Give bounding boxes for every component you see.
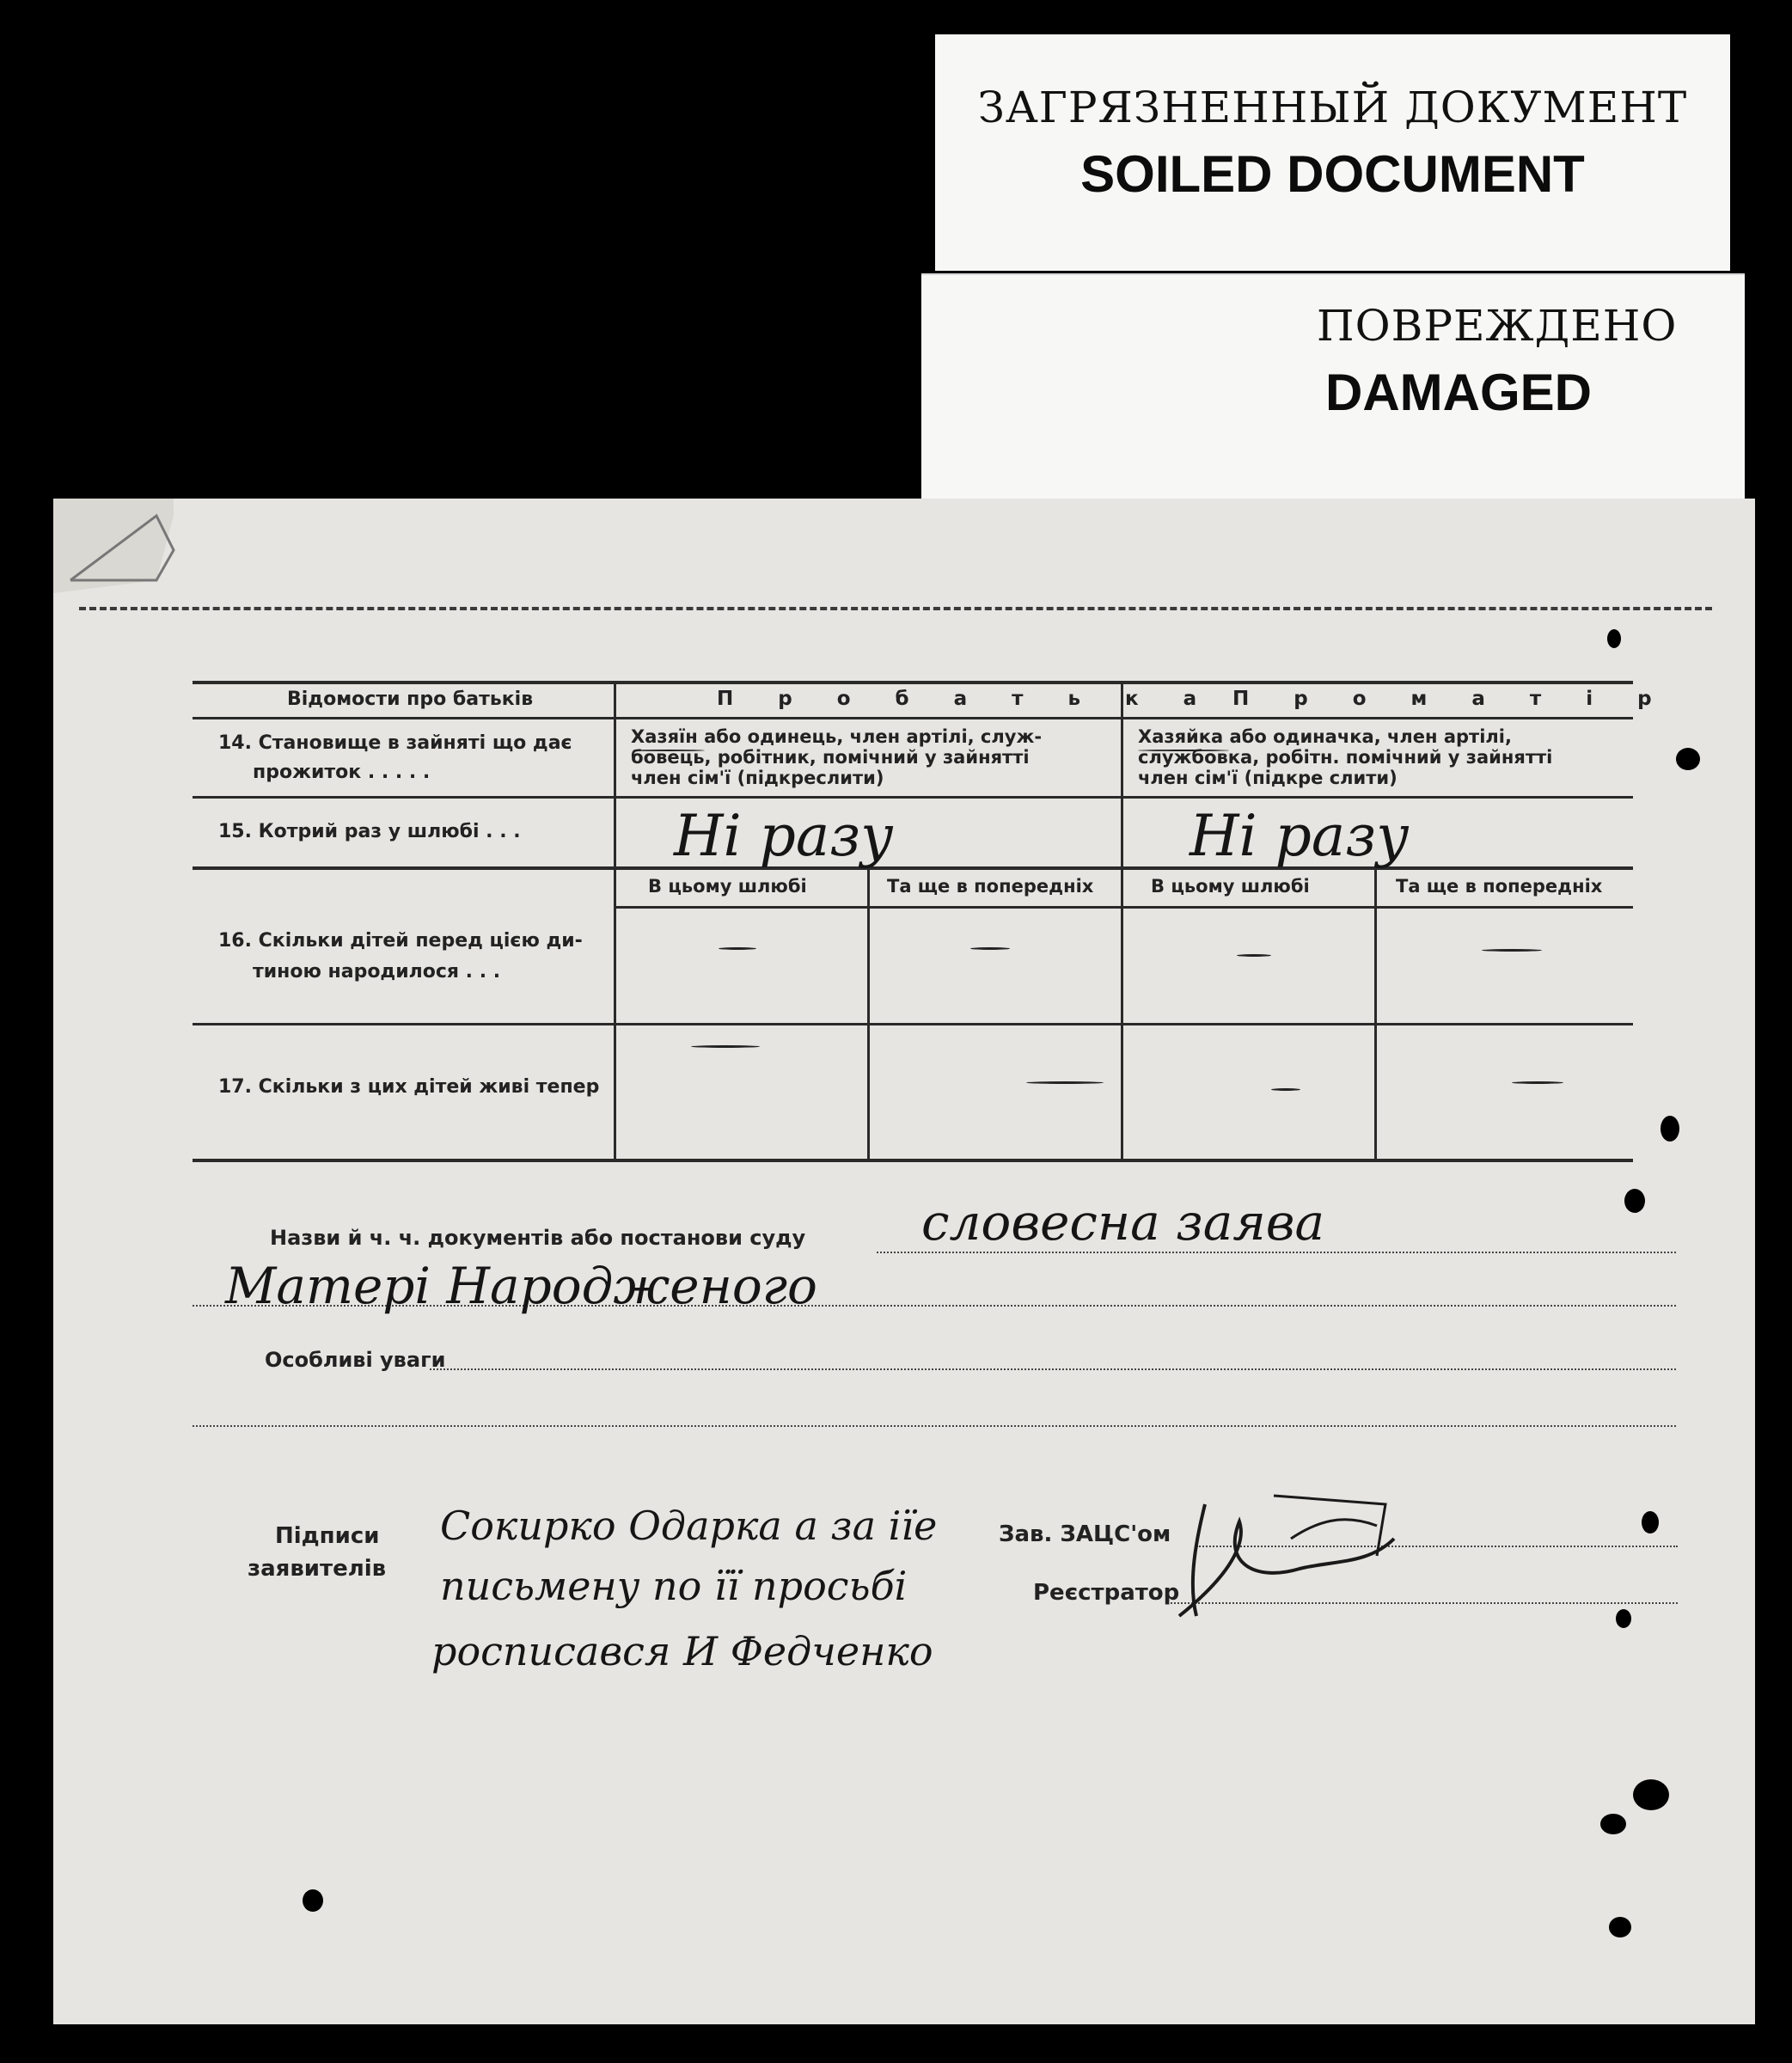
parents-info-table: [193, 681, 1671, 1159]
damaged-document-label: [921, 273, 1745, 516]
damage-hole: [1616, 1609, 1631, 1628]
row14-label-line1: 14. Становище в зайняті що дає: [218, 732, 572, 754]
damage-hole: [1642, 1511, 1659, 1533]
underline-owner-mother: [1138, 750, 1229, 751]
row14-father-line2: бовець, робітник, помічний у зайнятті: [631, 747, 1030, 768]
father-this-marriage-header: В цьому шлюбі: [648, 876, 807, 897]
official-signatures: [1171, 1487, 1428, 1633]
signatures-handwritten-3: росписався И Федченко: [431, 1628, 933, 1674]
row14-father-line1: Хазяїн або одинець, член артілі, служ-: [631, 726, 1043, 747]
remarks-line-1: [430, 1368, 1676, 1370]
damage-hole: [1624, 1189, 1645, 1213]
row14-mother-line3: член сім'ї (підкре слити): [1138, 768, 1398, 788]
signatures-handwritten-1: Сокирко Одарка а за іїе: [440, 1503, 938, 1549]
row14-label-line2: прожиток . . . . .: [253, 762, 431, 783]
soiled-label-ru: ЗАГРЯЗНЕННЫЙ ДОКУМЕНТ: [977, 83, 1688, 132]
signatures-handwritten-2: письмену по її просьбі: [440, 1563, 908, 1609]
row17-label: 17. Скільки з цих дітей живі тепер: [218, 1076, 600, 1098]
documents-handwritten-2: Матері Народженого: [225, 1257, 817, 1315]
row15-father-handwritten: Ні разу: [674, 803, 894, 869]
damage-hole: [1661, 1116, 1679, 1142]
row16-label-line1: 16. Скільки дітей перед цією ди-: [218, 930, 583, 952]
header-about-father: П р о б а т ь к а: [717, 688, 1216, 710]
document-sheet: [53, 499, 1755, 2024]
row15-label: 15. Котрий раз у шлюбі . . .: [218, 821, 521, 842]
row16-mother-prev-dash: [1482, 949, 1542, 952]
registrar-label: Реєстратор: [1033, 1580, 1180, 1606]
row16-mother-this-dash: [1237, 954, 1271, 957]
header-parents-info: Відомости про батьків: [287, 689, 534, 710]
perforation-line: [79, 607, 1712, 610]
damage-hole: [1633, 1779, 1669, 1810]
row14-mother-line2: службовка, робітн. помічний у зайнятті: [1138, 747, 1553, 768]
mother-previous-header: Та ще в попередніх: [1396, 876, 1603, 897]
signatures-label-line2: заявителів: [248, 1556, 387, 1582]
row17-father-prev-dash: [1026, 1081, 1104, 1084]
remarks-label: Особливі уваги: [265, 1348, 446, 1372]
row15-mother-handwritten: Ні разу: [1190, 803, 1410, 869]
row14-mother-line1: Хазяйка або одиначка, член артілі,: [1138, 726, 1512, 747]
row17-father-this-dash: [691, 1045, 760, 1048]
damaged-label-ru: ПОВРЕЖДЕНО: [1317, 301, 1678, 351]
documents-line-1: [877, 1252, 1676, 1253]
corner-fold: [53, 499, 182, 602]
damage-hole: [1600, 1814, 1626, 1834]
row17-mother-prev-dash: [1512, 1081, 1563, 1084]
damage-hole: [1607, 629, 1621, 648]
row16-father-this-dash: [719, 947, 756, 950]
damaged-label-en: DAMAGED: [1325, 364, 1592, 421]
soiled-label-en: SOILED DOCUMENT: [1080, 145, 1585, 203]
documents-label: Назви й ч. ч. документів або постанови суду: [270, 1226, 806, 1250]
row14-father-line3: член сім'ї (підкреслити): [631, 768, 884, 788]
documents-handwritten-1: словесна заява: [921, 1193, 1325, 1252]
row16-father-prev-dash: [970, 947, 1010, 950]
mother-this-marriage-header: В цьому шлюбі: [1151, 876, 1310, 897]
remarks-line-2: [193, 1425, 1676, 1427]
damage-hole: [303, 1889, 323, 1912]
soiled-document-label: [935, 34, 1730, 271]
signatures-label-line1: Підписи: [275, 1523, 380, 1549]
damage-hole: [1676, 748, 1700, 770]
damage-hole: [1609, 1917, 1631, 1938]
head-zags-label: Зав. ЗАЦС'ом: [999, 1521, 1171, 1547]
row17-mother-this-dash: [1271, 1088, 1300, 1091]
header-about-mother: П р о м а т і р: [1232, 688, 1671, 710]
father-previous-header: Та ще в попередніх: [887, 876, 1094, 897]
underline-owner-father: [633, 750, 705, 751]
row16-label-line2: тиною народилося . . .: [253, 961, 501, 983]
